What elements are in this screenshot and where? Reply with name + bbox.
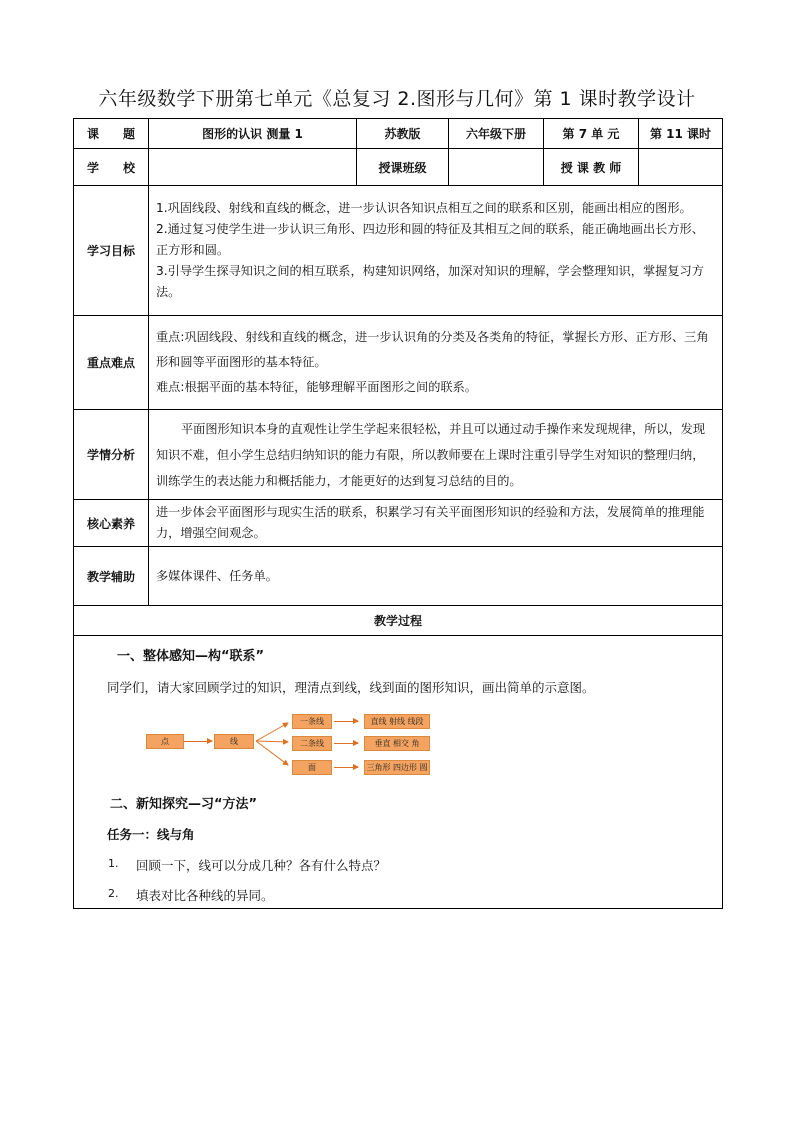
row-aids [74, 547, 723, 606]
unit-cell: 第 7 单 元 [544, 119, 639, 149]
row-core [74, 500, 723, 547]
key-difficulty: 难点:根据平面的基本特征，能够理解平面图形之间的联系。 [156, 380, 477, 394]
page-title: 六年级数学下册第七单元《总复习 2.图形与几何》第 1 课时教学设计 [98, 88, 696, 110]
lesson-plan-table [73, 118, 723, 909]
branch-arrows-icon [254, 712, 294, 772]
core-label: 核心素养 [74, 500, 149, 547]
section-2-heading: 二、新知探究—习“方法” [110, 797, 258, 812]
class-value[interactable] [449, 149, 544, 186]
row-topic [74, 119, 723, 149]
key-label: 重点难点 [74, 316, 149, 410]
diagram-line-box: 线 [214, 734, 254, 749]
school-label: 学 校 [74, 149, 149, 186]
topic-label: 课 题 [74, 119, 149, 149]
analysis-label: 学情分析 [74, 410, 149, 500]
question-2-text: 填表对比各种线的异同。 [136, 888, 274, 903]
question-2-number: 2. [108, 887, 119, 900]
grade-cell: 六年级下册 [449, 119, 544, 149]
goals-label: 学习目标 [74, 186, 149, 316]
core-text [149, 500, 723, 547]
class-label: 授课班级 [357, 149, 449, 186]
goals-text [149, 186, 723, 316]
school-value[interactable] [149, 149, 357, 186]
core-paragraph: 进一步体会平面图形与现实生活的联系，积累学习有关平面图形知识的经验和方法，发展简单的推理能力，增强空间观念。 [156, 505, 705, 540]
topic-value: 图形的认识 测量 1 [149, 119, 357, 149]
diagram-one-line-box: 一条线 [292, 714, 332, 729]
aids-text [149, 547, 723, 606]
row-analysis [74, 410, 723, 500]
row-key [74, 316, 723, 410]
arrow-icon [184, 741, 212, 742]
row-school [74, 149, 723, 186]
question-1-number: 1. [108, 857, 119, 870]
diagram-two-lines-result: 垂直 相交 角 [364, 736, 430, 751]
arrow-icon [334, 767, 358, 768]
analysis-text [149, 410, 723, 500]
key-text [149, 316, 723, 410]
diagram-one-line-result: 直线 射线 线段 [364, 714, 430, 729]
aids-label: 教学辅助 [74, 547, 149, 606]
row-process [74, 636, 723, 909]
diagram-plane-box: 面 [292, 760, 332, 775]
question-1-text: 回顾一下，线可以分成几种？各有什么特点？ [136, 858, 387, 873]
teacher-value[interactable] [639, 149, 723, 186]
arrow-icon [334, 721, 358, 722]
key-focus: 重点:巩固线段、射线和直线的概念，进一步认识角的分类及各类角的特征，掌握长方形、正方形、三角形和圆等平面图形的基本特征。 [156, 330, 709, 369]
goal-item: 1.巩固线段、射线和直线的概念，进一步认识各知识点相互之间的联系和区别，能画出相应的图形。 [156, 201, 692, 215]
goal-item: 2.通过复习使学生进一步认识三角形、四边形和圆的特征及其相互之间的联系，能正确地画出长方形、正方形和圆。 [156, 222, 704, 257]
process-content [74, 636, 723, 909]
task-1-heading: 任务一：线与角 [107, 827, 195, 842]
goal-item: 3.引导学生探寻知识之间的相互联系，构建知识网络，加深对知识的理解，学会整理知识，掌握复习方法。 [156, 264, 704, 299]
diagram-two-lines-box: 二条线 [292, 736, 332, 751]
process-header: 教学过程 [74, 606, 723, 636]
teacher-label: 授 课 教 师 [544, 149, 639, 186]
diagram-plane-result: 三角形 四边形 圆 [364, 760, 430, 775]
section-1-heading: 一、整体感知—构“联系” [117, 649, 265, 664]
section-1-intro: 同学们，请大家回顾学过的知识，理清点到线，线到面的图形知识，画出简单的示意图。 [107, 680, 595, 695]
analysis-paragraph: 平面图形知识本身的直观性让学生学起来很轻松，并且可以通过动手操作来发现规律，所以，发现知识不难，但小学生总结归纳知识的能力有限，所以教师要在上课时注重引导学生对知识的整理归纳，训练学生的表达能力和概括能力，才能更好的达到复习总结的目的。 [156, 421, 706, 488]
lesson-cell: 第 11 课时 [639, 119, 723, 149]
row-process-header [74, 606, 723, 636]
row-goals [74, 186, 723, 316]
edition-cell: 苏教版 [357, 119, 449, 149]
arrow-icon [334, 743, 358, 744]
diagram-point-box: 点 [146, 734, 184, 749]
aids-paragraph: 多媒体课件、任务单。 [156, 568, 278, 583]
